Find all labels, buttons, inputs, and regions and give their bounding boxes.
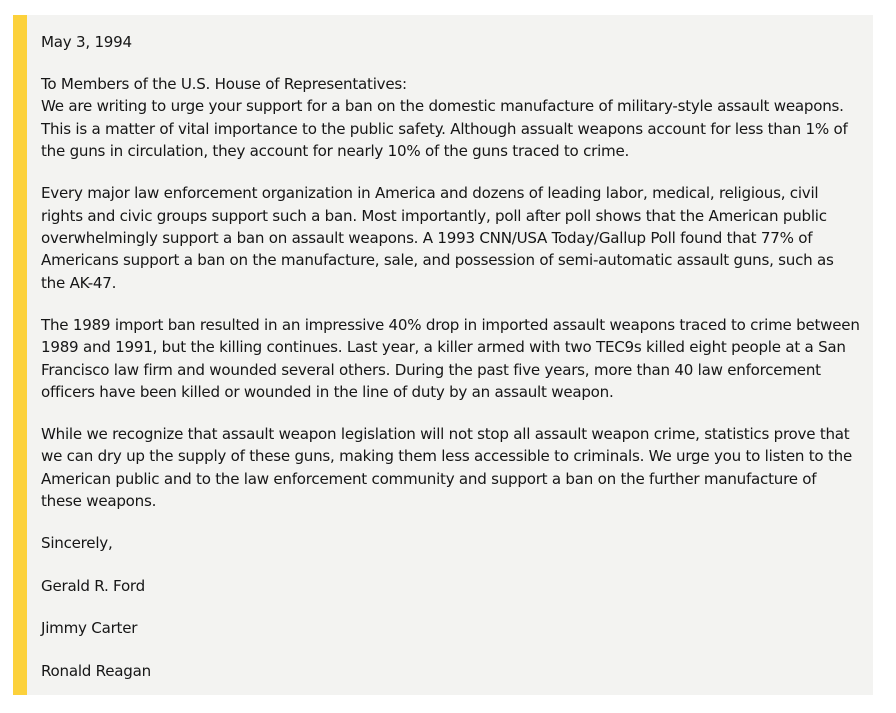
letter-paragraph: The 1989 import ban resulted in an impressive 40% drop in imported assault weapons traced to crime between 1989 and 1991, but the killing continues. Last year, a killer armed with two TEC9s killed eight people at a San Francisco law firm and wounded several others. During the past five years, more than 40 law enforcement officers have been killed or wounded in the line of duty by an assault weapon. [41, 315, 860, 402]
letter-quote-block [13, 15, 873, 695]
letter-closing: Sincerely, [41, 534, 113, 553]
letter-paragraph: Every major law enforcement organization in America and dozens of leading labor, medical, religious, civil rights and civic groups support such a ban. Most importantly, poll after poll shows that the American public overwhelmingly support a ban on assault weapons. A 1993 CNN/USA Today/Gallup Poll found that 77% of Americans support a ban on the manufacture, sale, and possession of semi-automatic assault guns, such as the AK-47. [41, 184, 834, 292]
letter-date: May 3, 1994 [41, 33, 132, 51]
letter-paragraph: While we recognize that assault weapon legislation will not stop all assault weapon crime, statistics prove that we can dry up the supply of these guns, making them less accessible to criminals. We urge you to listen to the American public and to the law enforcement community and support a ban on the further manufacture of these weapons. [41, 425, 852, 511]
signatory-name: Jimmy Carter [41, 619, 138, 638]
signatory-name: Ronald Reagan [41, 661, 151, 680]
signatory-name: Gerald R. Ford [41, 576, 145, 595]
letter-salutation: To Members of the U.S. House of Representatives: [41, 75, 407, 93]
letter-paragraph: We are writing to urge your support for a ban on the domestic manufacture of military-style assault weapons. This is a matter of vital importance to the public safety. Although assualt weapons account for less than 1% of the guns in circulation, they account for nearly 10% of the guns traced to crime. [41, 97, 848, 161]
